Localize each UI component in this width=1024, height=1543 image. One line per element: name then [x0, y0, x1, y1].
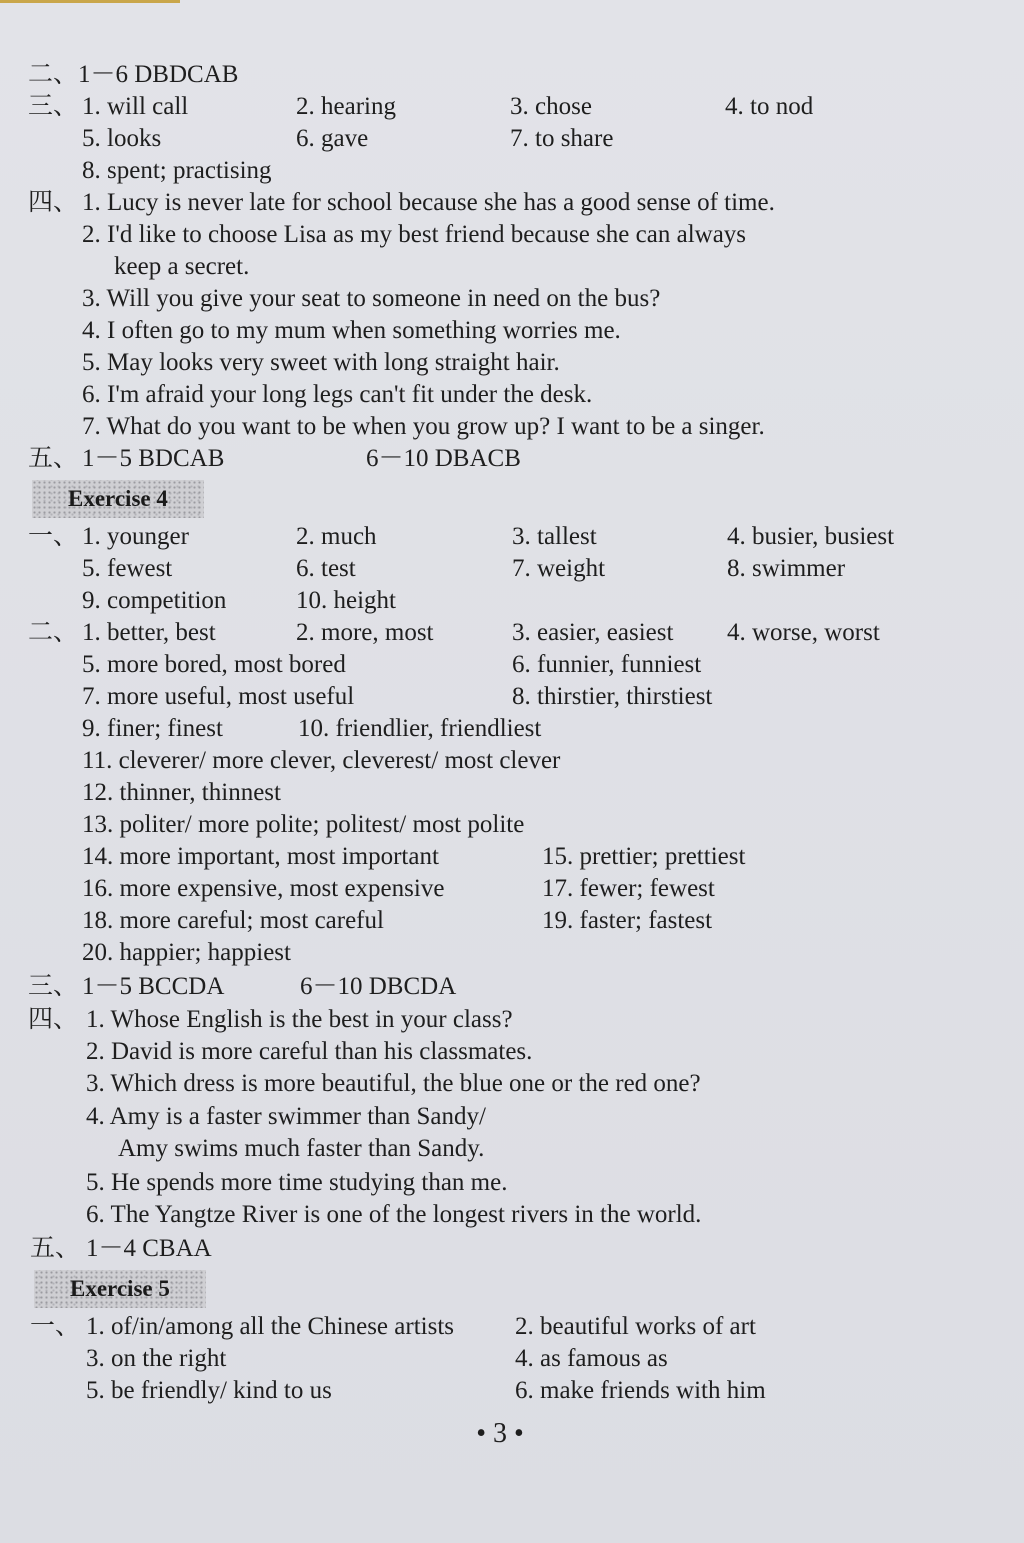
ex5-section-1-row-1: [0, 1311, 1024, 1343]
section-3-row-1: [0, 91, 1024, 123]
ex4-section-2-row: [0, 681, 1024, 713]
section-5-row: [0, 443, 1024, 475]
section-4-row: [0, 187, 1024, 219]
top-border-line: [0, 0, 180, 3]
ex4-section-4-row: [0, 1199, 1024, 1231]
section-3-row-3: [0, 155, 1024, 187]
answer-item: 1－5 BDCAB: [82, 445, 225, 472]
ex4-section-2-row: [0, 649, 1024, 681]
ex4-section-1-row-3: [0, 585, 1024, 617]
answer-item: 3. chose: [510, 93, 592, 120]
answer-item: 17. fewer; fewest: [542, 875, 715, 902]
ex4-section-2-row: [0, 745, 1024, 777]
answer-item: 1. will call: [82, 93, 189, 120]
answer-sentence: 3. Which dress is more beautiful, the blue one or the red one?: [86, 1070, 701, 1097]
answer-item: 4. as famous as: [515, 1345, 668, 1372]
answer-item: 5. more bored, most bored: [82, 651, 346, 678]
answer-item: 8. spent; practising: [82, 157, 272, 184]
answer-item: 6－10 DBACB: [366, 445, 521, 472]
answer-item: 1. younger: [82, 523, 189, 550]
answer-item: 3. on the right: [86, 1345, 227, 1372]
ex4-section-1-row-1: [0, 521, 1024, 553]
ex4-section-2-row: [0, 937, 1024, 969]
section-label: 五、: [28, 445, 79, 472]
section-2-answers: [0, 59, 1024, 91]
answer-item: 11. cleverer/ more clever, cleverest/ most clever: [82, 747, 561, 774]
section-label: 五、: [30, 1235, 81, 1262]
ex4-section-4-row: [0, 1101, 1024, 1133]
answer-item: 12. thinner, thinnest: [82, 779, 281, 806]
ex4-section-4-row: [0, 1004, 1024, 1036]
section-label: 三、: [28, 93, 79, 120]
answer-sentence: 2. David is more careful than his classmates.: [86, 1038, 533, 1065]
section-4-row: [0, 379, 1024, 411]
answer-item: 2. much: [296, 523, 377, 550]
answer-item: 3. tallest: [512, 523, 597, 550]
ex4-section-4-row: [0, 1068, 1024, 1100]
answer-item: 4. worse, worst: [727, 619, 880, 646]
section-label: 一、: [28, 523, 79, 550]
section-4-row: [0, 315, 1024, 347]
ex4-section-2-row: [0, 777, 1024, 809]
answer-item: 1－4 CBAA: [86, 1235, 212, 1262]
exercise-4-heading: Exercise 4: [32, 480, 204, 518]
answer-item: 18. more careful; most careful: [82, 907, 384, 934]
answer-sentence: 3. Will you give your seat to someone in need on the bus?: [82, 285, 661, 312]
answer-sentence: 1. Lucy is never late for school because she has a good sense of time.: [82, 189, 775, 216]
section-4-row: [0, 219, 1024, 251]
answer-item: 5. be friendly/ kind to us: [86, 1377, 332, 1404]
answer-item: 15. prettier; prettiest: [542, 843, 746, 870]
answer-item: 7. more useful, most useful: [82, 683, 355, 710]
answer-item: 2. beautiful works of art: [515, 1313, 756, 1340]
answer-item: 1－5 BCCDA: [82, 973, 225, 1000]
ex4-section-2-row: [0, 841, 1024, 873]
answer-item: 4. busier, busiest: [727, 523, 895, 550]
section-4-row: [0, 283, 1024, 315]
answer-sentence: 4. I often go to my mum when something worries me.: [82, 317, 621, 344]
answer-item: 1. of/in/among all the Chinese artists: [86, 1313, 454, 1340]
answer-item: 19. faster; fastest: [542, 907, 713, 934]
ex4-section-1-row-2: [0, 553, 1024, 585]
answer-item: 8. swimmer: [727, 555, 846, 582]
answer-item: 9. competition: [82, 587, 227, 614]
answer-item: 6. test: [296, 555, 356, 582]
exercise-5-heading: Exercise 5: [34, 1270, 206, 1308]
answer-item: 6. make friends with him: [515, 1377, 766, 1404]
ex4-section-3-row: [0, 971, 1024, 1003]
answer-item: 6. gave: [296, 125, 369, 152]
answer-item: 14. more important, most important: [82, 843, 439, 870]
answer-item: 10. height: [296, 587, 396, 614]
section-4-row: [0, 411, 1024, 443]
answer-sentence: 5. He spends more time studying than me.: [86, 1169, 508, 1196]
section-2-text: 二、1－6 DBDCAB: [28, 61, 239, 88]
ex5-section-1-row-2: [0, 1343, 1024, 1375]
section-4-row: [0, 251, 1024, 283]
answer-item: 6. funnier, funniest: [512, 651, 702, 678]
answer-sentence: 7. What do you want to be when you grow up? I want to be a singer.: [82, 413, 765, 440]
answer-item: 2. more, most: [296, 619, 434, 646]
answer-sentence: 4. Amy is a faster swimmer than Sandy/: [86, 1103, 486, 1130]
answer-sentence: keep a secret.: [114, 253, 250, 280]
answer-item: 13. politer/ more polite; politest/ most polite: [82, 811, 525, 838]
ex4-section-2-row: [0, 809, 1024, 841]
answer-item: 4. to nod: [725, 93, 814, 120]
answer-item: 7. weight: [512, 555, 606, 582]
ex4-section-5-row: [0, 1233, 1024, 1265]
section-label: 三、: [28, 973, 79, 1000]
answer-item: 10. friendlier, friendliest: [298, 715, 542, 742]
section-label: 一、: [30, 1313, 81, 1340]
answer-item: 7. to share: [510, 125, 614, 152]
answer-item: 5. fewest: [82, 555, 173, 582]
answer-sentence: 1. Whose English is the best in your class?: [86, 1006, 513, 1033]
ex4-section-2-row: [0, 873, 1024, 905]
section-label: 四、: [28, 1006, 79, 1033]
page-number: • 3 •: [476, 1418, 524, 1449]
ex4-section-2-row: [0, 713, 1024, 745]
answer-item: 2. hearing: [296, 93, 396, 120]
ex4-section-4-row: [0, 1036, 1024, 1068]
answer-item: 6－10 DBCDA: [300, 973, 457, 1000]
section-3-row-2: [0, 123, 1024, 155]
answer-item: 9. finer; finest: [82, 715, 223, 742]
answer-item: 1. better, best: [82, 619, 216, 646]
section-label: 四、: [28, 189, 79, 216]
ex5-section-1-row-3: [0, 1375, 1024, 1407]
section-label: 二、: [28, 619, 79, 646]
ex4-section-4-row: [0, 1167, 1024, 1199]
answer-sentence: 5. May looks very sweet with long straight hair.: [82, 349, 560, 376]
ex4-section-4-row: [0, 1133, 1024, 1165]
ex4-section-2-row: [0, 617, 1024, 649]
ex4-section-2-row: [0, 905, 1024, 937]
answer-item: 16. more expensive, most expensive: [82, 875, 445, 902]
answer-item: 20. happier; happiest: [82, 939, 291, 966]
answer-item: 5. looks: [82, 125, 162, 152]
answer-sentence: 6. The Yangtze River is one of the longest rivers in the world.: [86, 1201, 702, 1228]
answer-sentence: 2. I'd like to choose Lisa as my best friend because she can always: [82, 221, 747, 248]
answer-item: 3. easier, easiest: [512, 619, 674, 646]
answer-sentence: Amy swims much faster than Sandy.: [118, 1135, 485, 1162]
section-4-row: [0, 347, 1024, 379]
answer-sentence: 6. I'm afraid your long legs can't fit under the desk.: [82, 381, 593, 408]
answer-item: 8. thirstier, thirstiest: [512, 683, 713, 710]
